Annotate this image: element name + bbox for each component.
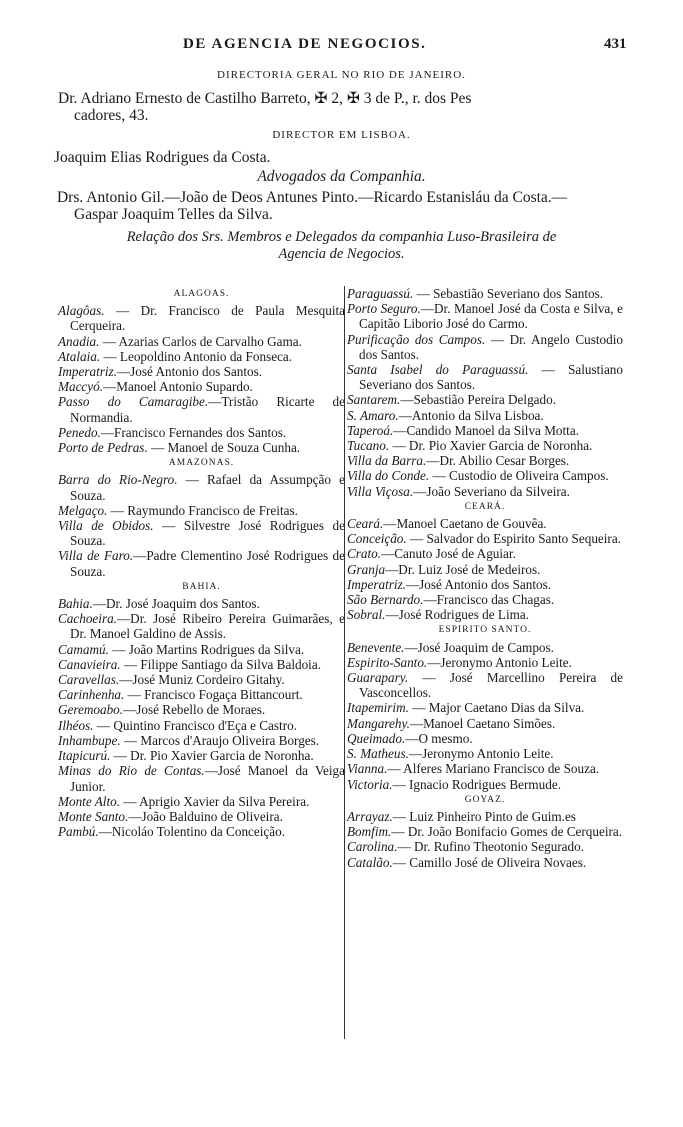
relacao-line-1: Relação dos Srs. Membros e Delegados da companhia Luso-Brasileira de <box>126 229 557 245</box>
delegate-entry <box>347 286 623 301</box>
delegate-entry <box>347 516 623 531</box>
delegate-name: — Marcos d'Araujo Oliveira Borges. <box>120 732 320 748</box>
delegate-entry <box>58 440 345 455</box>
delegate-entry <box>347 655 623 670</box>
delegate-name: —Dr. José Ribeiro Pereira Guimarães, e Dr. Manoel Galdino de Assis. <box>70 611 345 642</box>
delegate-name: — Dr. Pio Xavier Garcia de Noronha. <box>110 748 314 764</box>
delegate-name: —Dr. José Joaquim dos Santos. <box>92 596 260 612</box>
delegate-entry <box>58 794 345 809</box>
delegate-name: — Leopoldino Antonio da Fonseca. <box>100 348 293 364</box>
place-name: Bomfim. <box>347 824 392 840</box>
delegate-entry <box>58 672 345 687</box>
delegate-name: — Salvador do Espirito Santo Sequeira. <box>406 531 621 547</box>
delegate-name: —Padre Clementino José Rodrigues de Souza. <box>70 548 345 579</box>
delegate-name: — Ignacio Rodrigues Bermude. <box>392 776 562 792</box>
place-name: Atalaia. <box>58 348 101 364</box>
delegate-name: — Azarias Carlos de Carvalho Gama. <box>99 333 302 349</box>
place-name: Espirito-Santo. <box>347 654 428 670</box>
place-name: Vianna. <box>347 761 388 777</box>
place-name: Penedo. <box>58 424 101 440</box>
delegate-name: — Luiz Pinheiro Pinto de Guim.es <box>392 808 576 824</box>
director-lisboa-heading: DIRECTOR EM LISBOA. <box>272 129 411 141</box>
place-name: Cachoeira. <box>58 611 117 627</box>
section-heading: BAHIA. <box>182 581 221 592</box>
delegate-entry <box>58 702 345 717</box>
relacao-line-2: Agencia de Negocios. <box>278 246 405 262</box>
delegate-entry <box>58 642 345 657</box>
delegate-entry <box>347 777 623 792</box>
column-rule <box>344 286 345 1039</box>
place-name: Villa Viçosa. <box>347 483 414 499</box>
delegate-entry <box>58 733 345 748</box>
section-heading: ALAGOAS. <box>173 289 230 299</box>
place-name: Mangarehy. <box>347 715 410 731</box>
place-name: Granja <box>347 561 386 577</box>
two-column-list <box>0 286 683 1046</box>
delegate-name: — Sebastião Severiano dos Santos. <box>413 286 604 301</box>
delegate-name: — Francisco Fogaça Bittancourt. <box>124 687 303 703</box>
delegate-name: — Filippe Santiago da Silva Baldoia. <box>120 656 321 672</box>
place-name: Villa de Faro. <box>58 548 134 564</box>
place-name: Paraguassú. <box>347 286 414 301</box>
page-number: 431 <box>604 36 627 52</box>
section-heading: CEARÁ. <box>464 501 506 512</box>
place-name: Conceição. <box>347 531 407 547</box>
delegate-entry <box>347 607 623 622</box>
place-name: Carinhenha. <box>58 687 125 703</box>
delegate-entry <box>58 763 345 793</box>
delegate-entry <box>347 438 623 453</box>
place-name: Geremoabo. <box>58 702 124 718</box>
place-name: S. Matheus. <box>347 746 409 762</box>
place-name: Caravellas. <box>58 672 120 688</box>
directoria-line-2: cadores, 43. <box>74 107 149 124</box>
left-column <box>58 286 345 839</box>
advogados-heading: Advogados da Companhia. <box>257 168 426 185</box>
place-name: Ilhéos. <box>58 717 94 733</box>
delegate-name: —Dr. Manoel José da Costa e Silva, e Capitão Liborio José do Carmo. <box>359 301 623 332</box>
delegate-name: —José Manoel da Veiga Junior. <box>70 763 346 794</box>
delegate-name: —Nicoláo Tolentino da Conceição. <box>98 824 286 840</box>
delegate-name: — Quintino Francisco d'Eça e Castro. <box>93 717 297 733</box>
delegate-entry <box>347 592 623 607</box>
place-name: Imperatriz. <box>347 576 406 592</box>
place-name: Villa da Barra. <box>347 453 427 469</box>
delegate-name: —José Antonio dos Santos. <box>405 576 552 592</box>
delegate-entry <box>58 364 345 379</box>
delegate-name: —Francisco das Chagas. <box>423 592 555 608</box>
running-head <box>0 36 683 56</box>
delegate-name: — Salustiano Severiano dos Santos. <box>359 362 623 393</box>
delegate-entry <box>58 748 345 763</box>
delegate-entry <box>347 700 623 715</box>
advogados-line-1: Drs. Antonio Gil.—João de Deos Antunes Pinto.—Ricardo Estanisláu da Costa.— <box>57 189 568 206</box>
delegate-name: —Sebastião Pereira Delgado. <box>400 392 556 408</box>
place-name: Itapicurú. <box>58 748 111 764</box>
place-name: Villa do Conde. <box>347 468 430 484</box>
delegate-entry <box>347 423 623 438</box>
delegate-name: —José Rodrigues de Lima. <box>385 607 530 623</box>
place-name: Taperoá. <box>347 422 394 438</box>
place-name: Alagôas. <box>58 303 105 319</box>
place-name: Santa Isabel do Paraguassú. <box>347 362 529 378</box>
place-name: Imperatriz. <box>58 364 117 380</box>
delegate-name: — Raymundo Francisco de Freitas. <box>107 502 298 518</box>
place-name: Ceará. <box>347 516 384 532</box>
place-name: Maccyó. <box>58 379 104 395</box>
delegate-entry <box>58 518 345 548</box>
place-name: Benevente. <box>347 639 405 655</box>
delegate-entry <box>347 716 623 731</box>
place-name: Melgaço. <box>58 502 108 518</box>
delegate-name: —Candido Manoel da Silva Motta. <box>393 422 579 438</box>
directoria-heading: DIRECTORIA GERAL NO RIO DE JANEIRO. <box>217 69 466 81</box>
delegate-name: — Dr. Rufino Theotonio Segurado. <box>397 839 585 855</box>
delegate-entry <box>58 657 345 672</box>
delegate-name: — Dr. Pio Xavier Garcia de Noronha. <box>389 438 593 454</box>
delegate-name: —João Balduino de Oliveira. <box>128 808 283 824</box>
delegate-entry <box>58 394 345 424</box>
delegate-entry <box>347 640 623 655</box>
place-name: Sobral. <box>347 607 386 623</box>
delegate-entry <box>347 839 623 854</box>
place-name: Anadia. <box>58 333 100 349</box>
delegate-entry <box>347 746 623 761</box>
delegate-name: — Major Caetano Dias da Silva. <box>408 700 585 716</box>
section-heading: AMAZONAS. <box>168 458 235 469</box>
delegate-entry <box>347 809 623 824</box>
delegate-entry <box>58 548 345 578</box>
section-heading: ESPIRITO SANTO. <box>438 625 532 636</box>
delegate-entry <box>58 687 345 702</box>
place-name: Crato. <box>347 546 382 562</box>
place-name: Catalão. <box>347 854 393 870</box>
delegate-name: —José Muniz Cordeiro Gitahy. <box>119 672 285 688</box>
place-name: Monte Alto. <box>58 793 121 809</box>
delegate-name: —Dr. Luiz José de Medeiros. <box>385 561 541 577</box>
delegate-name: — Aprigio Xavier da Silva Pereira. <box>120 793 310 809</box>
delegate-entry <box>347 670 623 700</box>
delegate-entry <box>347 408 623 423</box>
delegate-entry <box>347 453 623 468</box>
delegate-name: —Jeronymo Antonio Leite. <box>427 654 572 670</box>
delegate-name: — José Marcellino Pereira de Vasconcellos. <box>359 670 623 701</box>
delegate-name: —Manoel Antonio Supardo. <box>103 379 253 395</box>
delegate-entry <box>58 334 345 349</box>
delegate-entry <box>58 718 345 733</box>
place-name: Tucano. <box>347 438 390 454</box>
delegate-name: —Antonio da Silva Lisboa. <box>398 407 544 423</box>
delegate-entry <box>347 731 623 746</box>
place-name: Arrayaz. <box>347 808 393 824</box>
place-name: Camamú. <box>58 641 109 657</box>
delegate-entry <box>347 531 623 546</box>
delegate-name: —Francisco Fernandes dos Santos. <box>100 424 287 440</box>
delegate-name: — Camillo José de Oliveira Novaes. <box>392 854 587 870</box>
delegate-entry <box>347 484 623 499</box>
delegate-name: — Silvestre José Rodrigues de Souza. <box>70 518 345 549</box>
delegate-entry <box>347 855 623 870</box>
delegate-name: —Jeronymo Antonio Leite. <box>408 746 554 762</box>
place-name: Minas do Rio de Contas. <box>58 763 205 779</box>
delegate-entry <box>58 349 345 364</box>
place-name: Pambú. <box>58 824 99 840</box>
delegate-entry <box>347 392 623 407</box>
directoria-line-1: Dr. Adriano Ernesto de Castilho Barreto, ✠ 2, ✠ 3 de P., r. dos Pes <box>58 90 472 107</box>
place-name: Barra do Rio-Negro. <box>58 472 178 488</box>
delegate-name: —José Rebello de Moraes. <box>123 702 266 718</box>
delegate-name: — Dr. João Bonifacio Gomes de Cerqueira. <box>391 824 623 840</box>
delegate-name: —Manoel Caetano de Gouvêa. <box>383 516 547 532</box>
director-lisboa-name: Joaquim Elias Rodrigues da Costa. <box>54 149 271 166</box>
delegate-name: —João Severiano da Silveira. <box>413 483 570 499</box>
place-name: Guarapary. <box>347 670 409 686</box>
delegate-entry <box>58 809 345 824</box>
place-name: Itapemirim. <box>347 700 409 716</box>
place-name: São Bernardo. <box>347 592 424 608</box>
delegate-entry <box>58 611 345 641</box>
place-name: Porto Seguro. <box>347 301 421 317</box>
place-name: S. Amaro. <box>347 407 399 423</box>
place-name: Bahia. <box>58 596 93 612</box>
right-column <box>347 286 623 870</box>
delegate-name: — Rafael da Assumpção e Souza. <box>70 472 345 503</box>
delegate-entry <box>58 303 345 333</box>
delegate-entry <box>347 546 623 561</box>
delegate-entry <box>347 824 623 839</box>
delegate-entry <box>58 596 345 611</box>
delegate-name: —Canuto José de Aguiar. <box>381 546 516 562</box>
delegate-name: — Dr. Francisco de Paula Mesquita Cerqueira. <box>70 303 345 334</box>
delegate-name: —Manoel Caetano Simões. <box>409 715 556 731</box>
delegate-entry <box>58 379 345 394</box>
delegate-name: — Manoel de Souza Cunha. <box>147 440 301 456</box>
place-name: Villa de Obidos. <box>58 518 154 534</box>
delegate-entry <box>347 577 623 592</box>
delegate-name: —O mesmo. <box>405 730 473 746</box>
delegate-entry <box>58 472 345 502</box>
place-name: Porto de Pedras. <box>58 440 148 456</box>
place-name: Inhambupe. <box>58 732 121 748</box>
delegate-name: —Tristão Ricarte de Normandia. <box>70 394 345 425</box>
place-name: Victoria. <box>347 776 393 792</box>
advogados-line-2: Gaspar Joaquim Telles da Silva. <box>74 206 273 223</box>
delegate-entry <box>58 425 345 440</box>
place-name: Canavieira. <box>58 656 121 672</box>
delegate-name: —José Joaquim de Campos. <box>404 639 554 655</box>
delegate-name: —Dr. Abilio Cesar Borges. <box>426 453 570 469</box>
delegate-name: — Dr. Angelo Custodio dos Santos. <box>359 331 623 362</box>
delegate-name: — Alferes Mariano Francisco de Souza. <box>387 761 600 777</box>
section-heading: GOYAZ. <box>464 794 506 805</box>
delegate-name: — Custodio de Oliveira Campos. <box>429 468 609 484</box>
place-name: Purificação dos Campos. <box>347 331 486 347</box>
place-name: Carolina. <box>347 839 398 855</box>
delegate-name: —José Antonio dos Santos. <box>116 364 263 380</box>
running-title: DE AGENCIA DE NEGOCIOS. <box>183 36 427 52</box>
place-name: Monte Santo. <box>58 808 129 824</box>
place-name: Passo do Camaragibe. <box>58 394 209 410</box>
delegate-entry <box>347 301 623 331</box>
delegate-entry <box>58 503 345 518</box>
delegate-entry <box>347 332 623 362</box>
delegate-entry <box>347 761 623 776</box>
delegate-entry <box>347 468 623 483</box>
delegate-name: — João Martins Rodrigues da Silva. <box>108 641 305 657</box>
delegate-entry <box>347 562 623 577</box>
delegate-entry <box>347 362 623 392</box>
place-name: Queimado. <box>347 730 406 746</box>
delegate-entry <box>58 824 345 839</box>
place-name: Santarem. <box>347 392 401 408</box>
